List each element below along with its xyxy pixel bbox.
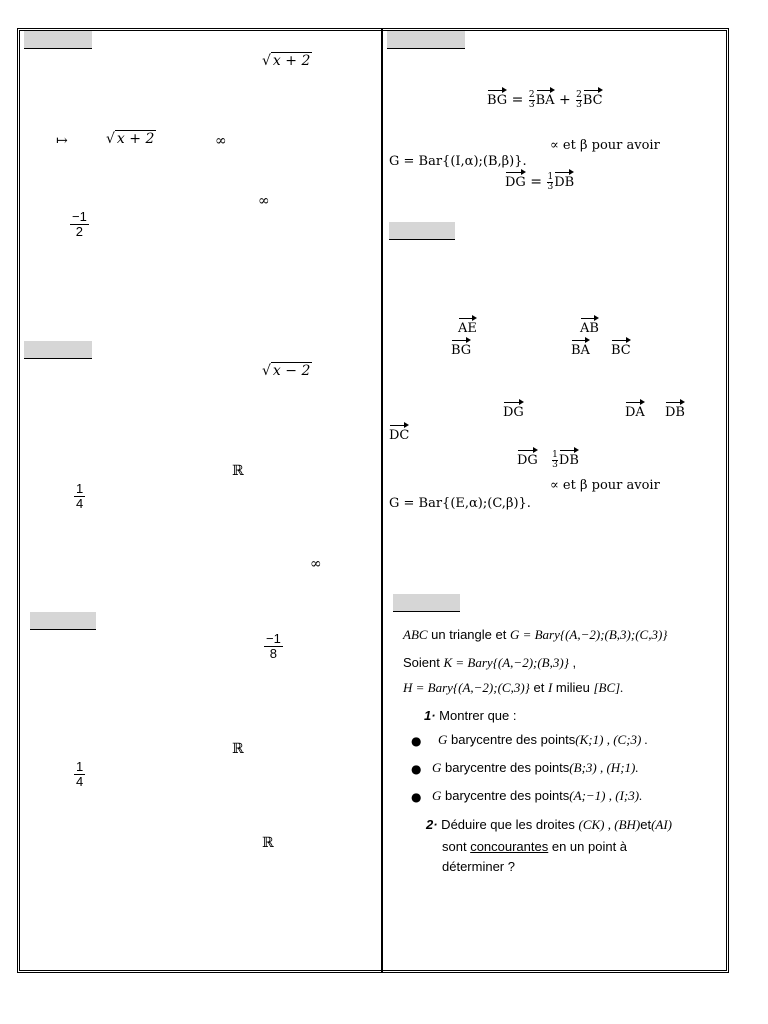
infinity-1: ∞ [215,133,227,149]
vector-dc: DC [389,423,409,442]
bullet-3-icon: ● [411,790,422,804]
bullet-item-1: G barycentre des points(K;1) , (C;3) . [438,732,648,747]
equation-bg: BG = $\frac{2}{3}$ BA + $\frac{2}{3}$ BC [487,89,603,110]
vector-ae: AE [458,316,477,335]
question-2-line-2: sont concourantes en un point à [442,839,628,854]
vector-ba: BA [571,338,590,357]
fraction-one-quarter-1: $\frac{1}{4}$ [76,481,84,512]
sqrt-x-minus-2: √ x − 2 [262,363,311,379]
fraction-minus-one-half: $\frac{-1}{2}$ [72,209,87,240]
left-header-2 [24,341,92,359]
exercise-line-3: H = Bary{(A,−2);(C,3)} et I milieu [BC]. [403,680,624,695]
right-header-3 [393,594,460,612]
question-1: 1· Montrer que : [424,708,517,723]
alpha-beta-text-1: ∝ et β pour avoir [550,138,660,153]
fraction-minus-one-eighth: $\frac{-1}{8}$ [266,631,281,662]
right-header-2 [389,222,455,240]
bullet-1-icon: ● [411,734,422,748]
bullet-item-3: G barycentre des points(A;−1) , (I;3). [432,788,643,803]
reals-symbol-3: ℝ [262,835,274,851]
infinity-2: ∞ [258,193,270,209]
alpha-beta-text-2: ∝ et β pour avoir [550,478,660,493]
vector-da: DA [625,400,645,419]
right-header-1 [387,31,465,49]
vector-dg-1: DG [503,400,524,419]
vector-db: DB [665,400,685,419]
bullet-2-icon: ● [411,762,422,776]
fraction-one-quarter-2: $\frac{1}{4}$ [76,759,84,790]
left-header-1 [24,31,92,49]
reals-symbol-1: ℝ [232,463,244,479]
barycenter-g-1: G = Bar{(I,α);(B,β)}. [389,154,527,169]
sqrt-x-plus-2: √ x + 2 [262,53,311,69]
column-divider [381,28,383,973]
sqrt-x-plus-2-b: √ x + 2 [106,131,155,147]
vector-bg: BG [451,338,471,357]
reals-symbol-2: ℝ [232,741,244,757]
exercise-line-1: ABC un triangle et G = Bary{(A,−2);(B,3);(C,3)} [403,627,668,642]
equation-dg: DG = $\frac{1}{3}$ DB [505,171,575,192]
vector-bc: BC [611,338,631,357]
question-2-line-1: 2· Déduire que les droites (CK) , (BH)et(AI) [426,817,673,832]
equation-dg-db: DG $\frac{1}{3}$ DB [517,449,579,470]
barycenter-g-2: G = Bar{(E,α);(C,β)}. [389,496,531,511]
bullet-item-2: G barycentre des points(B;3) , (H;1). [432,760,639,775]
vector-ab: AB [580,316,599,335]
exercise-line-2: Soient K = Bary{(A,−2);(B,3)} , [403,655,577,670]
mapsto-symbol: ↦ [56,133,68,149]
left-header-3 [30,612,96,630]
infinity-3: ∞ [310,556,322,572]
question-2-line-3: déterminer ? [442,859,515,874]
